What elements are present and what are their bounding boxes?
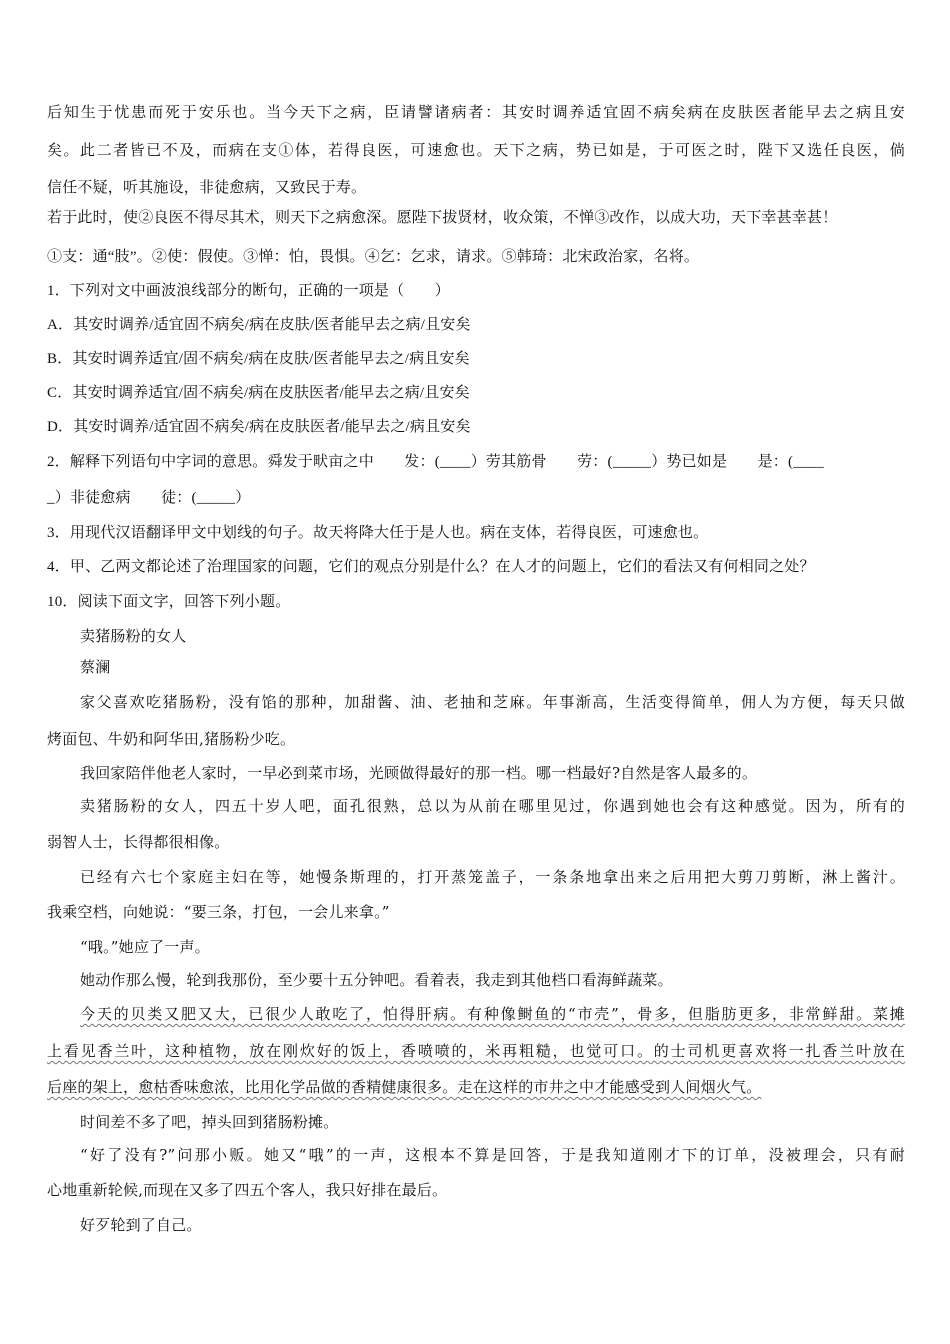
article-p7-line-1 xyxy=(80,1004,905,1024)
article-p9-line-1: “好了没有?”问那小贩。她又“哦”的一声，这根本不算是回答，于是我知道刚才下的订单，没被理会，只有耐 xyxy=(80,1146,905,1164)
article-p7-line-3 xyxy=(47,1077,905,1097)
article-p7-line-2 xyxy=(47,1041,905,1061)
wavy-underlined-text: 上看见香兰叶，这种植物，放在刚炊好的饭上，香喷喷的，米再粗糙，也觉可口。的士司机更喜欢将一扎香兰叶放在 xyxy=(47,1042,905,1060)
question-1-option-b: B．其安时调养适宜/固不病矣/病在皮肤/医者能早去之/病且安矣 xyxy=(47,351,470,367)
article-p9-line-2: 心地重新轮候,而现在又多了四五个客人，我只好排在最后。 xyxy=(47,1181,448,1199)
article-title: 卖猪肠粉的女人 xyxy=(80,627,187,645)
question-10: 10．阅读下面文字，回答下列小题。 xyxy=(47,594,291,610)
article-p1-line-1: 家父喜欢吃猪肠粉，没有馅的那种，加甜酱、油、老抽和芝麻。年事渐高，生活变得简单，佣人为方便，每天只做 xyxy=(80,693,905,711)
article-p8: 时间差不多了吧，掉头回到猪肠粉摊。 xyxy=(80,1113,339,1131)
question-2-line-1: 2．解释下列语句中字词的意思。舜发于畎亩之中 发：(____）劳其筋骨 劳：(_____）势已如是 是：(____ xyxy=(47,454,824,470)
article-p4-line-2: 我乘空档，向她说：“要三条，打包，一会儿来拿。” xyxy=(47,903,390,921)
question-1-option-c: C．其安时调养适宜/固不病矣/病在皮肤医者/能早去之病/且安矣 xyxy=(47,385,470,401)
article-p2: 我回家陪伴他老人家时，一早必到菜市场，光顾做得最好的那一档。哪一档最好?自然是客人最多的。 xyxy=(80,764,758,782)
wavy-underlined-text: 今天的贝类又肥又大，已很少人敢吃了，怕得肝病。有种像鲥鱼的“市壳”，骨多，但脂肪更多，非常鲜甜。菜摊 xyxy=(80,1005,905,1023)
passage-jia-line-1: 后知生于忧患而死于安乐也。当今天下之病，臣请譬诸病者：其安时调养适宜固不病矣病在皮肤医者能早去之病且安 xyxy=(47,103,905,121)
annotation-notes: ①支：通“肢”。②使：假使。③惮：怕，畏惧。④乞：乞求，请求。⑤韩琦：北宋政治家，名将。 xyxy=(47,249,700,265)
passage-jia-line-4: 若于此时，使②良医不得尽其术，则天下之病愈深。愿陛下拔贤材，收众策，不惮③改作，以成大功，天下幸甚幸甚！ xyxy=(47,210,838,226)
article-p6: 她动作那么慢，轮到我那份，至少要十五分钟吧。看着表，我走到其他档口看海鲜蔬菜。 xyxy=(80,971,673,989)
question-3: 3．用现代汉语翻译甲文中划线的句子。故天将降大任于是人也。病在支体，若得良医，可速愈也。 xyxy=(47,525,709,541)
article-p5: “哦。”她应了一声。 xyxy=(80,938,210,956)
passage-jia-line-3: 信任不疑，听其施设，非徒愈病，又致民于寿。 xyxy=(47,178,367,196)
question-2-line-2: _）非徒愈病 徒：(_____） xyxy=(47,490,251,506)
article-p1-line-2: 烤面包、牛奶和阿华田,猪肠粉少吃。 xyxy=(47,730,296,748)
article-author: 蔡澜 xyxy=(80,658,111,676)
article-p3-line-2: 弱智人士，长得都很相像。 xyxy=(47,833,230,851)
question-1: 1．下列对文中画波浪线部分的断句，正确的一项是（ ） xyxy=(47,283,450,299)
article-p10: 好歹轮到了自己。 xyxy=(80,1216,202,1234)
passage-jia-line-2: 矣。此二者皆已不及，而病在支①体，若得良医，可速愈也。天下之病，势已如是，于可医之时，陛下又选任良医，倘 xyxy=(47,141,905,159)
article-p4-line-1: 已经有六七个家庭主妇在等，她慢条斯理的，打开蒸笼盖子，一条条地拿出来之后用把大剪刀剪断，淋上酱汁。 xyxy=(80,868,905,886)
question-1-option-a: A．其安时调养/适宜固不病矣/病在皮肤/医者能早去之病/且安矣 xyxy=(47,317,471,333)
wavy-underlined-text: 后座的架上，愈枯香味愈浓，比用化学品做的香精健康很多。走在这样的市井之中才能感受到人间烟火气。 xyxy=(47,1078,762,1096)
article-p3-line-1: 卖猪肠粉的女人，四五十岁人吧，面孔很熟，总以为从前在哪里见过，你遇到她也会有这种感觉。因为，所有的 xyxy=(80,797,905,815)
question-1-option-d: D．其安时调养/适宜固不病矣/病在皮肤医者/能早去之/病且安矣 xyxy=(47,419,471,435)
question-4: 4．甲、乙两文都论述了治理国家的问题，它们的观点分别是什么？在人才的问题上，它们的看法又有何相同之处？ xyxy=(47,559,815,575)
